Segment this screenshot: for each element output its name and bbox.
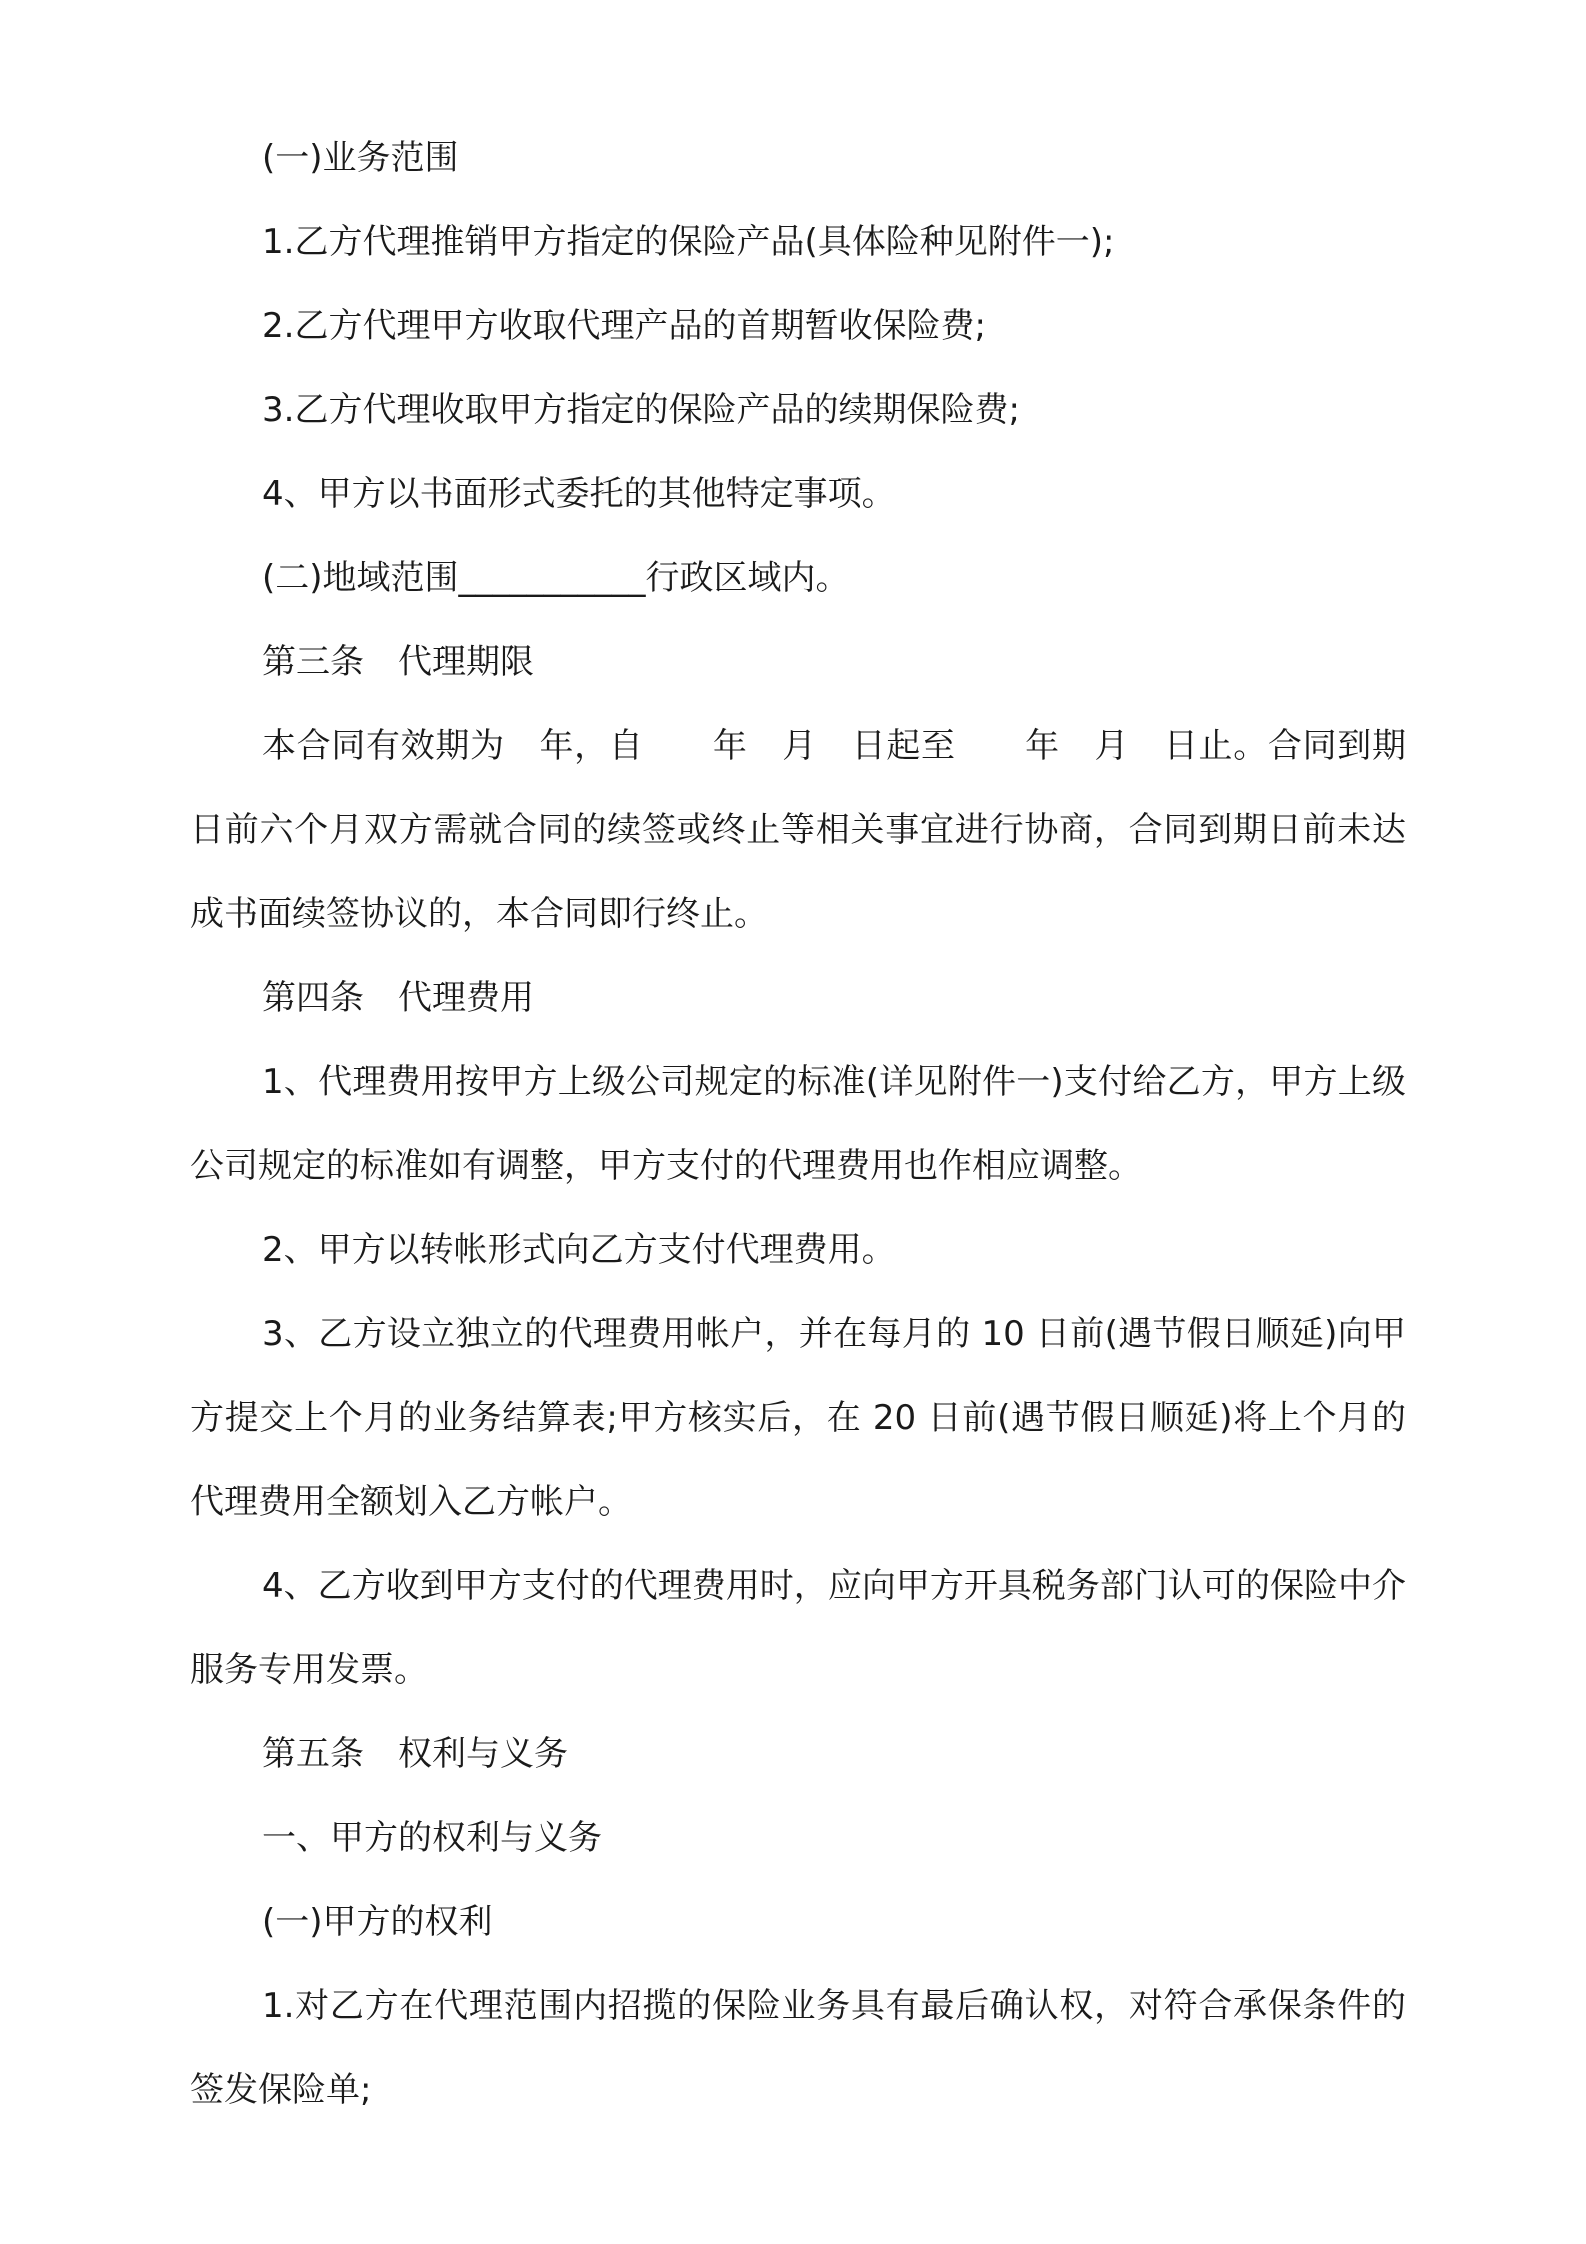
article-3-heading: 第三条 代理期限	[262, 642, 534, 682]
section-heading-business-scope: (一)业务范围	[262, 138, 459, 178]
article-4-item-3: 3、乙方设立独立的代理费用帐户，并在每月的 10 日前(遇节假日顺延)向甲方提交上个月的业务结算表;甲方核实后，在 20 日前(遇节假日顺延)将上个月的代理费用全额划入乙方帐户。	[190, 1314, 1406, 1522]
article-4-heading: 第四条 代理费用	[262, 978, 534, 1018]
article-4-item-2: 2、甲方以转帐形式向乙方支付代理费用。	[262, 1230, 896, 1270]
party-a-rights-duties-heading: 一、甲方的权利与义务	[262, 1818, 602, 1858]
party-a-rights-item-1: 1.对乙方在代理范围内招揽的保险业务具有最后确认权，对符合承保条件的签发保险单;	[190, 1986, 1406, 2110]
document-page	[190, 116, 1406, 2132]
article-3-body: 本合同有效期为 年，自 年 月 日起至 年 月 日止。合同到期日前六个月双方需就合同的续签或终止等相关事宜进行协商，合同到期日前未达成书面续签协议的，本合同即行终止。	[190, 726, 1406, 934]
clause-item-4: 4、甲方以书面形式委托的其他特定事项。	[262, 474, 896, 514]
article-5-heading: 第五条 权利与义务	[262, 1734, 568, 1774]
section-heading-region-scope: (二)地域范围___________行政区域内。	[262, 558, 850, 598]
clause-item-3: 3.乙方代理收取甲方指定的保险产品的续期保险费;	[262, 390, 1020, 430]
clause-item-1: 1.乙方代理推销甲方指定的保险产品(具体险种见附件一);	[262, 222, 1115, 262]
party-a-rights-subheading: (一)甲方的权利	[262, 1902, 493, 1942]
article-4-item-1: 1、代理费用按甲方上级公司规定的标准(详见附件一)支付给乙方，甲方上级公司规定的标准如有调整，甲方支付的代理费用也作相应调整。	[190, 1062, 1406, 1186]
clause-item-2: 2.乙方代理甲方收取代理产品的首期暂收保险费;	[262, 306, 986, 346]
article-4-item-4: 4、乙方收到甲方支付的代理费用时，应向甲方开具税务部门认可的保险中介服务专用发票。	[190, 1566, 1406, 1690]
